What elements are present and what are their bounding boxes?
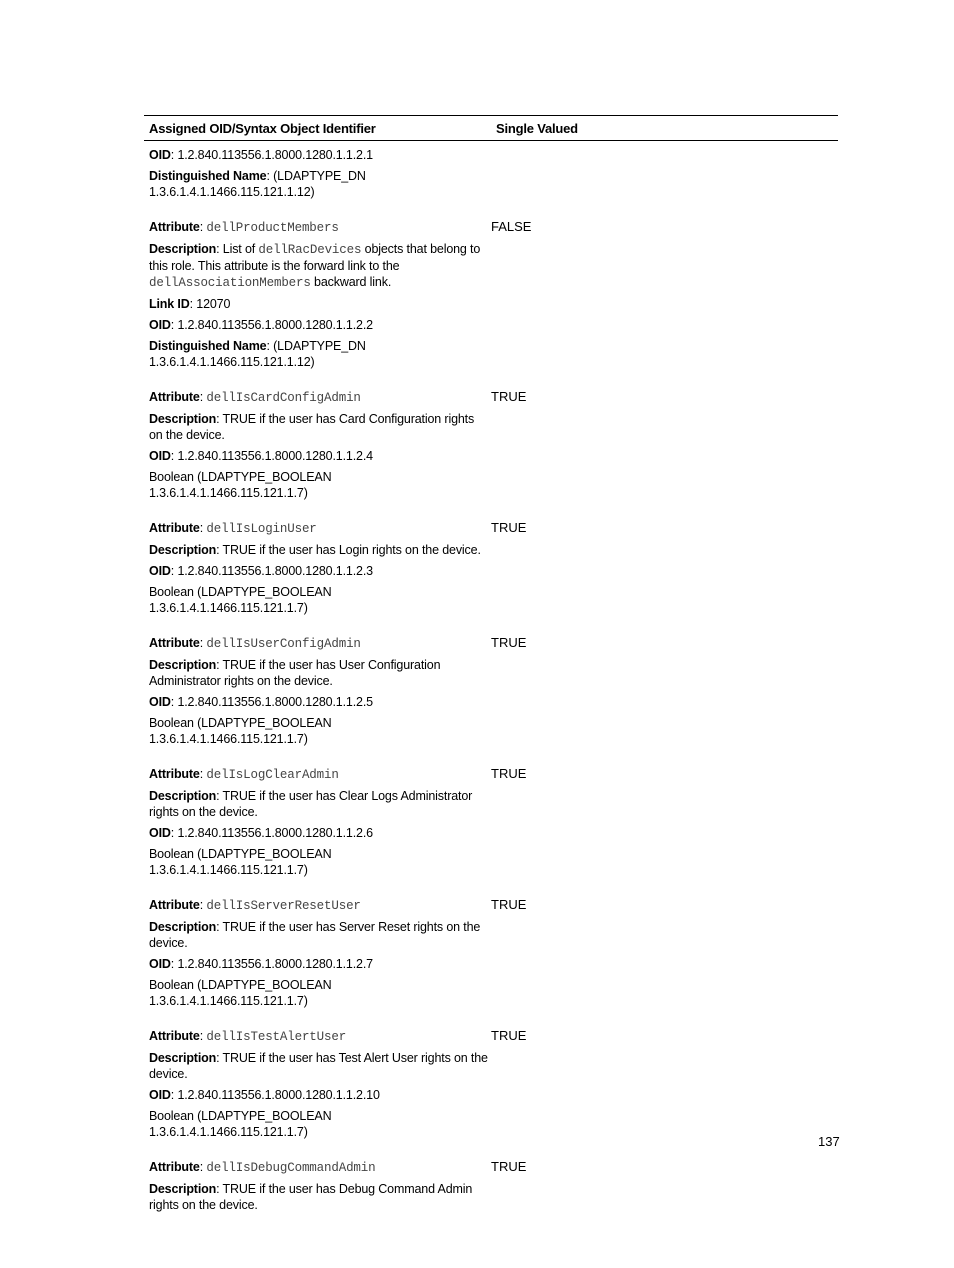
oid-line: OID: 1.2.840.113556.1.8000.1280.1.1.2.6 xyxy=(149,826,373,840)
table-row xyxy=(144,1022,838,1153)
oid-line: OID: 1.2.840.113556.1.8000.1280.1.1.2.5 xyxy=(149,695,373,709)
attribute-line: Attribute: delIsLogClearAdmin xyxy=(149,767,339,782)
oid-line: OID: 1.2.840.113556.1.8000.1280.1.1.2.7 xyxy=(149,957,373,971)
description-line: Description: TRUE if the user has Clear Logs Administrator rights on the device. xyxy=(149,789,473,819)
page-number: 137 xyxy=(818,1134,840,1149)
table-row xyxy=(144,1153,838,1226)
table-row xyxy=(144,141,838,213)
table-row xyxy=(144,213,838,383)
table-row xyxy=(144,383,838,514)
single-valued-value: TRUE xyxy=(491,635,527,650)
single-valued-value: TRUE xyxy=(491,897,527,912)
single-valued-value: FALSE xyxy=(491,219,532,234)
attribute-line: Attribute: dellIsUserConfigAdmin xyxy=(149,636,361,651)
description-line: Description: TRUE if the user has Card Configuration rights on the device. xyxy=(149,412,475,442)
syntax-line: Boolean (LDAPTYPE_BOOLEAN 1.3.6.1.4.1.1466.115.121.1.7) xyxy=(149,585,332,615)
table-row xyxy=(144,514,838,629)
header-single-valued-column: Single Valued xyxy=(496,120,578,136)
attribute-line: Attribute: dellIsDebugCommandAdmin xyxy=(149,1160,376,1175)
description-line: Description: TRUE if the user has Server Reset rights on the device. xyxy=(149,920,481,950)
oid-line: OID: 1.2.840.113556.1.8000.1280.1.1.2.4 xyxy=(149,449,373,463)
syntax-line: Boolean (LDAPTYPE_BOOLEAN 1.3.6.1.4.1.1466.115.121.1.7) xyxy=(149,847,332,877)
single-valued-value: TRUE xyxy=(491,1028,527,1043)
table-row xyxy=(144,629,838,760)
description-line: Description: TRUE if the user has Login rights on the device. xyxy=(149,543,481,557)
oid-table xyxy=(144,115,838,1226)
description-line: Description: TRUE if the user has User Configuration Administrator rights on the device. xyxy=(149,658,441,688)
distinguished-name-line: Distinguished Name: (LDAPTYPE_DN 1.3.6.1.4.1.1466.115.121.1.12) xyxy=(149,169,366,199)
distinguished-name-line: Distinguished Name: (LDAPTYPE_DN 1.3.6.1.4.1.1466.115.121.1.12) xyxy=(149,339,366,369)
attribute-line: Attribute: dellIsLoginUser xyxy=(149,521,317,536)
attribute-line: Attribute: dellIsServerResetUser xyxy=(149,898,361,913)
attribute-line: Attribute: dellProductMembers xyxy=(149,220,339,235)
description-line: Description: TRUE if the user has Debug Command Admin rights on the device. xyxy=(149,1182,473,1212)
single-valued-value: TRUE xyxy=(491,389,527,404)
oid-line: OID: 1.2.840.113556.1.8000.1280.1.1.2.2 xyxy=(149,318,373,332)
header-oid-column: Assigned OID/Syntax Object Identifier xyxy=(149,120,376,136)
syntax-line: Boolean (LDAPTYPE_BOOLEAN 1.3.6.1.4.1.1466.115.121.1.7) xyxy=(149,1109,332,1139)
single-valued-value: TRUE xyxy=(491,766,527,781)
description-line: Description: List of dellRacDevices objects that belong to this role. This attribute is the forward link to the dellAssociationMembers backward link. xyxy=(149,242,481,290)
oid-line: OID: 1.2.840.113556.1.8000.1280.1.1.2.3 xyxy=(149,564,373,578)
single-valued-value: TRUE xyxy=(491,1159,527,1174)
table-row xyxy=(144,891,838,1022)
table-row xyxy=(144,760,838,891)
link-id-line: Link ID: 12070 xyxy=(149,297,231,311)
syntax-line: Boolean (LDAPTYPE_BOOLEAN 1.3.6.1.4.1.1466.115.121.1.7) xyxy=(149,470,332,500)
attribute-line: Attribute: dellIsTestAlertUser xyxy=(149,1029,347,1044)
attribute-line: Attribute: dellIsCardConfigAdmin xyxy=(149,390,361,405)
description-line: Description: TRUE if the user has Test Alert User rights on the device. xyxy=(149,1051,488,1081)
oid-line: OID: 1.2.840.113556.1.8000.1280.1.1.2.1 xyxy=(149,148,373,162)
oid-line: OID: 1.2.840.113556.1.8000.1280.1.1.2.10 xyxy=(149,1088,380,1102)
table-header xyxy=(144,115,838,141)
syntax-line: Boolean (LDAPTYPE_BOOLEAN 1.3.6.1.4.1.1466.115.121.1.7) xyxy=(149,978,332,1008)
single-valued-value: TRUE xyxy=(491,520,527,535)
syntax-line: Boolean (LDAPTYPE_BOOLEAN 1.3.6.1.4.1.1466.115.121.1.7) xyxy=(149,716,332,746)
